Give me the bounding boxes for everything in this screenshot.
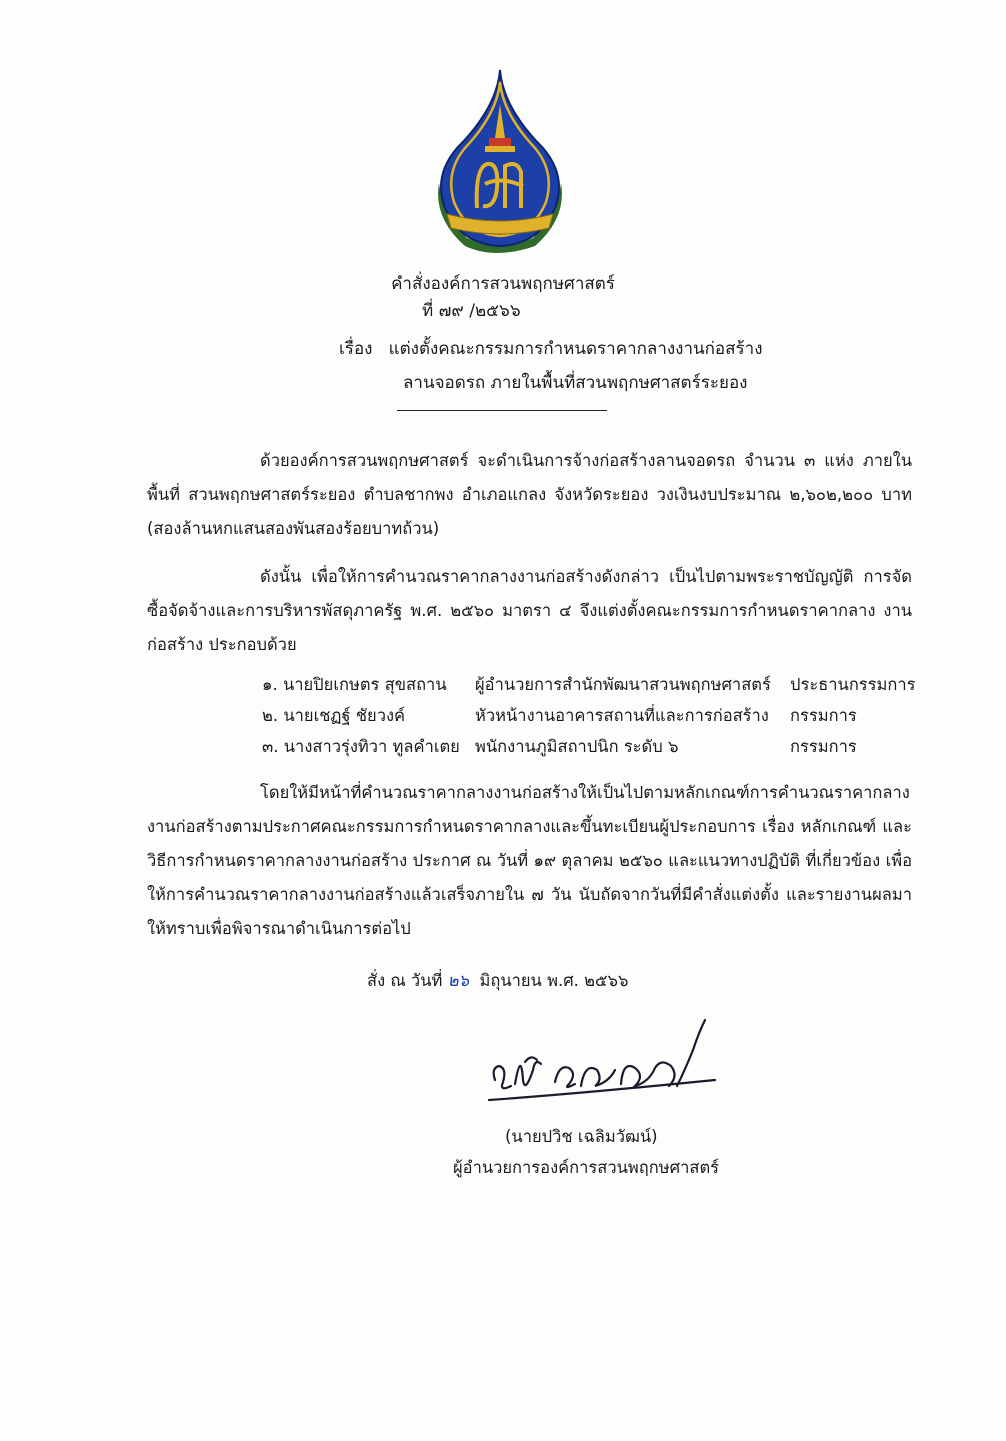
- order-subject: [339, 332, 763, 400]
- paragraph-1-text: ด้วยองค์การสวนพฤกษศาสตร์ จะดำเนินการจ้างก่อสร้างลานจอดรถ จำนวน ๓ แห่ง ภายในพื้นที่ สวนพฤกษศาสตร์ระยอง ตำบลชากพง อำเภอแกลง จังหวัดระยอง วงเงินงบประมาณ ๒,๖๐๒,๒๐๐ บาท (สองล้านหกแสนสองพันสองร้อยบาทถ้วน): [147, 451, 912, 538]
- member-position: พนักงานภูมิสถาปนิก ระดับ ๖: [475, 737, 679, 756]
- member-name: ๒. นายเชฏฐ์ ชัยวงค์: [262, 706, 406, 725]
- paragraph-3: [147, 776, 912, 946]
- member-name: ๑. นายปิยเกษตร สุขสถาน: [262, 675, 447, 694]
- member-role: กรรมการ: [790, 737, 857, 756]
- issue-date: [367, 968, 628, 994]
- issue-month-year: มิถุนายน พ.ศ. ๒๕๖๖: [479, 971, 629, 990]
- member-name: ๓. นางสาวรุ่งทิวา ทูลคำเตย: [262, 737, 460, 756]
- subject-line-1: แต่งตั้งคณะกรรมการกำหนดราคากลางงานก่อสร้าง: [388, 339, 763, 359]
- member-position: หัวหน้างานอาคารสถานที่และการก่อสร้าง: [475, 706, 769, 725]
- paragraph-2-text: ดังนั้น เพื่อให้การคำนวณราคากลางงานก่อสร้างดังกล่าว เป็นไปตามพระราชบัญญัติ การจัดซื้อจัดจ้างและการบริหารพัสดุภาครัฐ พ.ศ. ๒๕๖๐ มาตรา ๔ จึงแต่งตั้งคณะกรรมการกำหนดราคากลาง งานก่อสร้าง ประกอบด้วย: [147, 567, 912, 654]
- order-title: คำสั่งองค์การสวนพฤกษศาสตร์: [391, 274, 615, 294]
- office-seal-logo: [425, 68, 575, 258]
- paragraph-2: [147, 560, 912, 662]
- issue-date-prefix: สั่ง ณ วันที่: [367, 971, 443, 990]
- member-position: ผู้อำนวยการสำนักพัฒนาสวนพฤกษศาสตร์: [475, 675, 771, 694]
- handwritten-signature: [485, 1010, 725, 1110]
- issue-day: ๒๖: [447, 971, 469, 990]
- committee-members-list: [262, 669, 920, 762]
- order-number: ที่ ๗๙ /๒๕๖๖: [422, 301, 521, 321]
- member-row: [262, 700, 920, 731]
- paragraph-3-text: โดยให้มีหน้าที่คำนวณราคากลางงานก่อสร้างให้เป็นไปตามหลักเกณฑ์การคำนวณราคากลาง งานก่อสร้างตามประกาศคณะกรรมการกำหนดราคากลางและขึ้นทะเบียนผู้ประกอบการ เรื่อง หลักเกณฑ์ และวิธีการกำหนดราคากลางงานก่อสร้าง ประกาศ ณ วันที่ ๑๙ ตุลาคม ๒๕๖๐ และแนวทางปฏิบัติ ที่เกี่ยวข้อง เพื่อให้การคำนวณราคากลางงานก่อสร้างแล้วเสร็จภายใน ๗ วัน นับถัดจากวันที่มีคำสั่งแต่งตั้ง และรายงานผลมาให้ทราบเพื่อพิจารณาดำเนินการต่อไป: [147, 783, 912, 938]
- subject-label: เรื่อง: [339, 339, 373, 359]
- signer-name: (นายปวิช เฉลิมวัฒน์): [505, 1127, 658, 1146]
- member-row: [262, 731, 920, 762]
- header-divider: [397, 410, 607, 411]
- member-role: กรรมการ: [790, 706, 857, 725]
- paragraph-1: [147, 444, 912, 546]
- signer-position: ผู้อำนวยการองค์การสวนพฤกษศาสตร์: [453, 1158, 720, 1177]
- member-row: [262, 669, 920, 700]
- member-role: ประธานกรรมการ: [790, 675, 916, 694]
- subject-line-2: ลานจอดรถ ภายในพื้นที่สวนพฤกษศาสตร์ระยอง: [403, 373, 748, 393]
